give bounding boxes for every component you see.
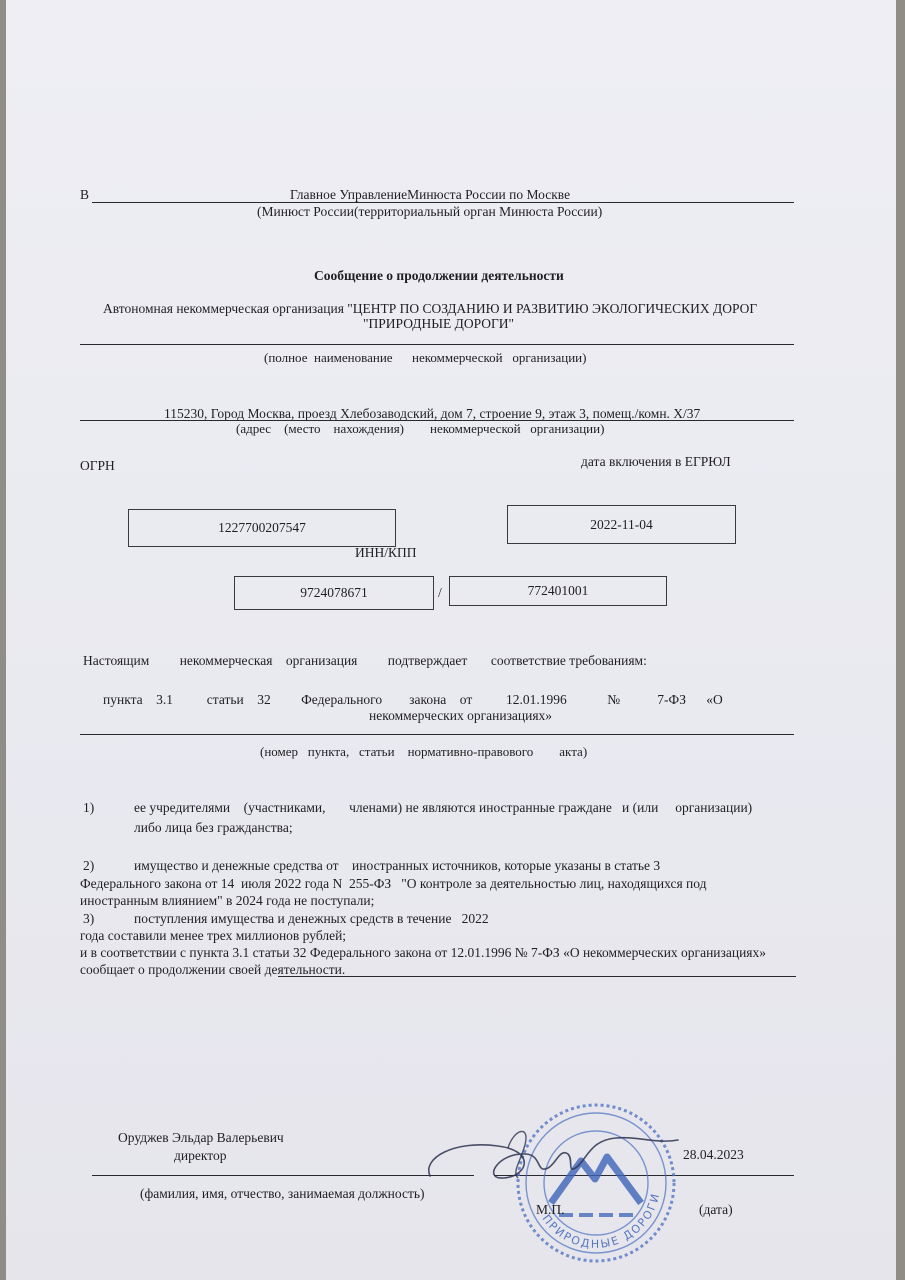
org-caption: (полное наименование некоммерческой организации) bbox=[264, 350, 587, 365]
item-2-number: 2) bbox=[83, 858, 95, 873]
inn-kpp-label: ИНН/КПП bbox=[355, 545, 417, 560]
authority-name: Главное УправлениеМинюста России по Москве bbox=[290, 187, 571, 202]
item-3-line1: поступления имущества и денежных средств в течение 2022 bbox=[134, 911, 489, 926]
final-underline bbox=[278, 976, 796, 977]
org-address: 115230, Город Москва, проезд Хлебозаводский, дом 7, строение 9, этаж 3, помещ./комн. Х/37 bbox=[164, 406, 701, 421]
item-1-line1: ее учредителями (участниками, членами) не являются иностранные граждане и (или организации) bbox=[134, 800, 753, 815]
ogrn-value: 1227700207547 bbox=[218, 520, 306, 535]
law-reference-line2: некоммерческих организациях» bbox=[369, 708, 553, 723]
seal-mark-label: М.П. bbox=[536, 1202, 565, 1217]
org-name-line1: Автономная некоммерческая организация "ЦЕНТР ПО СОЗДАНИЮ И РАЗВИТИЮ ЭКОЛОГИЧЕСКИХ ДОРОГ bbox=[103, 301, 758, 316]
item-3-line2: года составили менее трех миллионов рублей; bbox=[80, 928, 347, 943]
egrul-date-box bbox=[507, 505, 736, 544]
item-2-line1: имущество и денежные средства от иностранных источников, которые указаны в статье 3 bbox=[134, 858, 661, 873]
kpp-value: 772401001 bbox=[527, 583, 589, 598]
ogrn-label: ОГРН bbox=[80, 458, 115, 473]
confirm-statement: Настоящим некоммерческая организация подтверждает соответствие требованиям: bbox=[83, 653, 647, 668]
kpp-value-box bbox=[449, 576, 667, 606]
law-underline bbox=[80, 734, 794, 735]
egrul-date-value: 2022-11-04 bbox=[590, 516, 653, 532]
inn-value: 9724078671 bbox=[300, 585, 368, 600]
egrul-date-label: дата включения в ЕГРЮЛ bbox=[581, 454, 731, 469]
item-2-line3: иностранным влиянием" в 2024 года не поступали; bbox=[80, 893, 375, 908]
law-caption: (номер пункта, статьи нормативно-правового акта) bbox=[260, 744, 588, 759]
date-caption: (дата) bbox=[699, 1202, 733, 1217]
item-1-number: 1) bbox=[83, 800, 95, 815]
signer-caption: (фамилия, имя, отчество, занимаемая должность) bbox=[140, 1186, 425, 1201]
signature-date: 28.04.2023 bbox=[683, 1147, 744, 1162]
signer-position: директор bbox=[174, 1148, 227, 1163]
item-3-number: 3) bbox=[83, 911, 95, 926]
org-underline bbox=[80, 344, 794, 345]
address-caption: (адрес (место нахождения) некоммерческой организации) bbox=[236, 421, 605, 436]
signer-name: Оруджев Эльдар Валерьевич bbox=[118, 1130, 284, 1145]
document-title: Сообщение о продолжении деятельности bbox=[314, 268, 564, 283]
handwritten-signature bbox=[416, 1118, 686, 1198]
ogrn-value-box bbox=[128, 509, 396, 547]
stamp-text: ПРИРОДНЫЕ ДОРОГИ bbox=[539, 1190, 663, 1251]
item-2-line2: Федерального закона от 14 июля 2022 года N 255-ФЗ "О контроле за деятельностью лиц, находящихся под bbox=[80, 876, 707, 891]
final-statement-line2: сообщает о продолжении своей деятельности. bbox=[80, 962, 346, 977]
authority-caption: (Минюст России(территориальный орган Минюста России) bbox=[257, 204, 603, 219]
final-statement-line1: и в соответствии с пункта 3.1 статьи 32 Федерального закона от 12.01.1996 № 7-ФЗ «О некоммерческих организациях» bbox=[80, 945, 767, 960]
item-1-line2: либо лица без гражданства; bbox=[134, 820, 293, 835]
inn-kpp-separator: / bbox=[438, 585, 442, 600]
document-page bbox=[6, 0, 896, 1280]
authority-underline bbox=[92, 202, 794, 203]
org-name-line2: "ПРИРОДНЫЕ ДОРОГИ" bbox=[363, 316, 515, 331]
law-reference-line1: пункта 3.1 статьи 32 Федерального закона от 12.01.1996 № 7-ФЗ «О bbox=[103, 692, 723, 707]
header-prefix: В bbox=[80, 187, 90, 202]
inn-value-box bbox=[234, 576, 434, 610]
